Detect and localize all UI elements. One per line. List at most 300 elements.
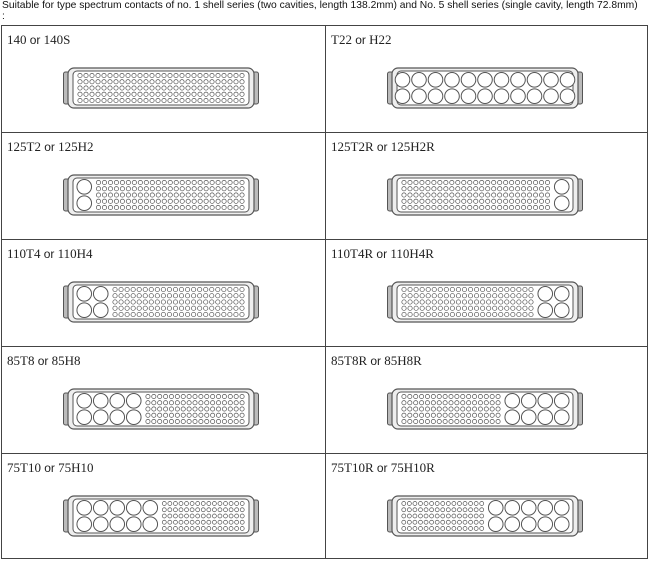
small-contact-cavity xyxy=(478,401,482,405)
or-word: or xyxy=(29,33,41,47)
small-contact-cavity xyxy=(162,526,166,530)
small-contact-cavity xyxy=(484,413,488,417)
small-contact-cavity xyxy=(137,300,141,304)
small-contact-cavity xyxy=(216,312,220,316)
small-contact-cavity xyxy=(240,514,244,518)
small-contact-cavity xyxy=(131,300,135,304)
small-contact-cavity xyxy=(407,501,411,505)
small-contact-cavity xyxy=(444,306,448,310)
large-contact-cavity xyxy=(488,517,503,532)
small-contact-cavity xyxy=(150,180,154,184)
small-contact-cavity xyxy=(149,306,153,310)
small-contact-cavity xyxy=(438,287,442,291)
small-contact-cavity xyxy=(425,394,429,398)
small-contact-cavity xyxy=(402,520,406,524)
small-contact-cavity xyxy=(224,501,228,505)
small-contact-cavity xyxy=(402,312,406,316)
small-contact-cavity xyxy=(480,205,484,209)
small-contact-cavity xyxy=(455,394,459,398)
small-contact-cavity xyxy=(490,419,494,423)
small-contact-cavity xyxy=(102,80,106,84)
small-contact-cavity xyxy=(474,306,478,310)
small-contact-cavity xyxy=(210,312,214,316)
small-contact-cavity xyxy=(529,300,533,304)
small-contact-cavity xyxy=(480,526,484,530)
small-contact-cavity xyxy=(185,526,189,530)
small-contact-cavity xyxy=(162,501,166,505)
small-contact-cavity xyxy=(414,407,418,411)
small-contact-cavity xyxy=(455,407,459,411)
small-contact-cavity xyxy=(222,187,226,191)
large-contact-cavity xyxy=(554,517,569,532)
small-contact-cavity xyxy=(119,300,123,304)
small-contact-cavity xyxy=(210,193,214,197)
small-contact-cavity xyxy=(222,306,226,310)
small-contact-cavity xyxy=(192,80,196,84)
small-contact-cavity xyxy=(450,294,454,298)
small-contact-cavity xyxy=(503,193,507,197)
small-contact-cavity xyxy=(402,419,406,423)
small-contact-cavity xyxy=(426,306,430,310)
small-contact-cavity xyxy=(198,73,202,77)
small-contact-cavity xyxy=(156,193,160,197)
small-contact-cavity xyxy=(523,294,527,298)
small-contact-cavity xyxy=(523,300,527,304)
small-contact-cavity xyxy=(468,199,472,203)
small-contact-cavity xyxy=(96,86,100,90)
small-contact-cavity xyxy=(420,300,424,304)
small-contact-cavity xyxy=(407,508,411,512)
small-contact-cavity xyxy=(490,394,494,398)
small-contact-cavity xyxy=(228,193,232,197)
small-contact-cavity xyxy=(180,98,184,102)
small-contact-cavity xyxy=(418,526,422,530)
small-contact-cavity xyxy=(144,199,148,203)
small-contact-cavity xyxy=(174,193,178,197)
small-contact-cavity xyxy=(193,419,197,423)
large-contact-cavity xyxy=(554,501,569,516)
small-contact-cavity xyxy=(210,92,214,96)
small-contact-cavity xyxy=(228,312,232,316)
small-contact-cavity xyxy=(156,80,160,84)
or-word: or xyxy=(44,461,55,475)
small-contact-cavity xyxy=(218,520,222,524)
small-contact-cavity xyxy=(493,312,497,316)
small-contact-cavity xyxy=(179,287,183,291)
large-contact-cavity xyxy=(412,73,427,88)
small-contact-cavity xyxy=(222,98,226,102)
small-contact-cavity xyxy=(163,419,167,423)
small-contact-cavity xyxy=(469,508,473,512)
large-contact-cavity xyxy=(93,410,108,425)
model-name-alt: 85H8R xyxy=(384,353,422,368)
small-contact-cavity xyxy=(222,86,226,90)
small-contact-cavity xyxy=(467,413,471,417)
small-contact-cavity xyxy=(204,312,208,316)
small-contact-cavity xyxy=(126,193,130,197)
small-contact-cavity xyxy=(207,514,211,518)
small-contact-cavity xyxy=(174,180,178,184)
large-contact-cavity xyxy=(110,394,125,409)
small-contact-cavity xyxy=(222,419,226,423)
small-contact-cavity xyxy=(450,193,454,197)
small-contact-cavity xyxy=(430,501,434,505)
small-contact-cavity xyxy=(187,413,191,417)
small-contact-cavity xyxy=(515,205,519,209)
small-contact-cavity xyxy=(211,401,215,405)
or-word: or xyxy=(44,140,55,154)
small-contact-cavity xyxy=(486,287,490,291)
small-contact-cavity xyxy=(505,300,509,304)
large-contact-cavity xyxy=(505,394,520,409)
model-name: 140 xyxy=(7,32,27,47)
small-contact-cavity xyxy=(155,306,159,310)
small-contact-cavity xyxy=(408,306,412,310)
small-contact-cavity xyxy=(167,306,171,310)
small-contact-cavity xyxy=(222,205,226,209)
connector-table xyxy=(1,25,648,559)
connector-insert-diagram xyxy=(63,174,259,216)
small-contact-cavity xyxy=(126,199,130,203)
small-contact-cavity xyxy=(138,92,142,96)
small-contact-cavity xyxy=(187,407,191,411)
small-contact-cavity xyxy=(240,180,244,184)
small-contact-cavity xyxy=(545,199,549,203)
small-contact-cavity xyxy=(468,312,472,316)
small-contact-cavity xyxy=(402,187,406,191)
small-contact-cavity xyxy=(169,413,173,417)
small-contact-cavity xyxy=(435,520,439,524)
large-contact-cavity xyxy=(412,89,427,104)
small-contact-cavity xyxy=(469,501,473,505)
small-contact-cavity xyxy=(240,501,244,505)
small-contact-cavity xyxy=(162,80,166,84)
small-contact-cavity xyxy=(125,306,129,310)
large-contact-cavity xyxy=(538,517,553,532)
small-contact-cavity xyxy=(156,86,160,90)
small-contact-cavity xyxy=(426,287,430,291)
small-contact-cavity xyxy=(474,501,478,505)
small-contact-cavity xyxy=(430,526,434,530)
small-contact-cavity xyxy=(201,520,205,524)
small-contact-cavity xyxy=(149,312,153,316)
small-contact-cavity xyxy=(234,413,238,417)
large-contact-cavity xyxy=(126,501,141,516)
small-contact-cavity xyxy=(146,401,150,405)
small-contact-cavity xyxy=(149,294,153,298)
small-contact-cavity xyxy=(240,508,244,512)
small-contact-cavity xyxy=(96,98,100,102)
small-contact-cavity xyxy=(527,187,531,191)
small-contact-cavity xyxy=(150,193,154,197)
small-contact-cavity xyxy=(413,501,417,505)
model-name: T22 xyxy=(331,32,352,47)
small-contact-cavity xyxy=(198,187,202,191)
small-contact-cavity xyxy=(179,514,183,518)
small-contact-cavity xyxy=(90,92,94,96)
small-contact-cavity xyxy=(113,287,117,291)
small-contact-cavity xyxy=(152,394,156,398)
small-contact-cavity xyxy=(132,193,136,197)
small-contact-cavity xyxy=(234,73,238,77)
small-contact-cavity xyxy=(407,514,411,518)
small-contact-cavity xyxy=(240,294,244,298)
small-contact-cavity xyxy=(84,86,88,90)
small-contact-cavity xyxy=(486,300,490,304)
small-contact-cavity xyxy=(414,287,418,291)
cell-75t10 xyxy=(2,454,325,560)
small-contact-cavity xyxy=(432,193,436,197)
small-contact-cavity xyxy=(438,294,442,298)
small-contact-cavity xyxy=(168,501,172,505)
small-contact-cavity xyxy=(438,180,442,184)
small-contact-cavity xyxy=(492,187,496,191)
small-contact-cavity xyxy=(174,86,178,90)
small-contact-cavity xyxy=(498,180,502,184)
small-contact-cavity xyxy=(131,294,135,298)
large-contact-cavity xyxy=(494,73,509,88)
large-contact-cavity xyxy=(554,287,569,302)
small-contact-cavity xyxy=(155,312,159,316)
small-contact-cavity xyxy=(420,312,424,316)
small-contact-cavity xyxy=(144,193,148,197)
large-contact-cavity xyxy=(494,89,509,104)
small-contact-cavity xyxy=(474,187,478,191)
small-contact-cavity xyxy=(156,73,160,77)
small-contact-cavity xyxy=(108,187,112,191)
small-contact-cavity xyxy=(418,514,422,518)
small-contact-cavity xyxy=(234,306,238,310)
large-contact-cavity xyxy=(77,410,92,425)
small-contact-cavity xyxy=(468,187,472,191)
model-name-alt: 140S xyxy=(43,32,71,47)
small-contact-cavity xyxy=(234,419,238,423)
small-contact-cavity xyxy=(234,300,238,304)
small-contact-cavity xyxy=(472,401,476,405)
small-contact-cavity xyxy=(210,300,214,304)
small-contact-cavity xyxy=(201,514,205,518)
small-contact-cavity xyxy=(523,312,527,316)
small-contact-cavity xyxy=(186,98,190,102)
small-contact-cavity xyxy=(444,205,448,209)
small-contact-cavity xyxy=(432,294,436,298)
small-contact-cavity xyxy=(456,193,460,197)
small-contact-cavity xyxy=(228,306,232,310)
small-contact-cavity xyxy=(452,508,456,512)
small-contact-cavity xyxy=(408,187,412,191)
small-contact-cavity xyxy=(114,187,118,191)
small-contact-cavity xyxy=(529,312,533,316)
small-contact-cavity xyxy=(108,193,112,197)
connector-insert-diagram xyxy=(63,281,259,323)
small-contact-cavity xyxy=(190,514,194,518)
small-contact-cavity xyxy=(444,300,448,304)
small-contact-cavity xyxy=(173,526,177,530)
small-contact-cavity xyxy=(533,187,537,191)
small-contact-cavity xyxy=(179,312,183,316)
small-contact-cavity xyxy=(420,205,424,209)
small-contact-cavity xyxy=(192,205,196,209)
small-contact-cavity xyxy=(131,312,135,316)
small-contact-cavity xyxy=(132,80,136,84)
small-contact-cavity xyxy=(132,199,136,203)
small-contact-cavity xyxy=(499,287,503,291)
small-contact-cavity xyxy=(90,98,94,102)
small-contact-cavity xyxy=(162,193,166,197)
large-contact-cavity xyxy=(521,517,536,532)
small-contact-cavity xyxy=(499,306,503,310)
small-contact-cavity xyxy=(229,508,233,512)
small-contact-cavity xyxy=(193,401,197,405)
small-contact-cavity xyxy=(446,514,450,518)
small-contact-cavity xyxy=(114,86,118,90)
small-contact-cavity xyxy=(474,287,478,291)
small-contact-cavity xyxy=(146,407,150,411)
small-contact-cavity xyxy=(185,514,189,518)
small-contact-cavity xyxy=(413,508,417,512)
small-contact-cavity xyxy=(179,294,183,298)
small-contact-cavity xyxy=(432,312,436,316)
model-name: 85T8 xyxy=(7,353,35,368)
large-contact-cavity xyxy=(478,89,493,104)
small-contact-cavity xyxy=(222,312,226,316)
cell-label xyxy=(7,354,127,368)
large-contact-cavity xyxy=(554,196,569,211)
small-contact-cavity xyxy=(197,306,201,310)
small-contact-cavity xyxy=(408,312,412,316)
small-contact-cavity xyxy=(162,73,166,77)
small-contact-cavity xyxy=(235,508,239,512)
small-contact-cavity xyxy=(185,300,189,304)
small-contact-cavity xyxy=(120,98,124,102)
small-contact-cavity xyxy=(496,413,500,417)
small-contact-cavity xyxy=(437,407,441,411)
small-contact-cavity xyxy=(462,199,466,203)
small-contact-cavity xyxy=(229,526,233,530)
small-contact-cavity xyxy=(234,312,238,316)
model-name-alt: 75H10R xyxy=(390,460,435,475)
small-contact-cavity xyxy=(216,205,220,209)
large-contact-cavity xyxy=(521,501,536,516)
small-contact-cavity xyxy=(168,73,172,77)
small-contact-cavity xyxy=(402,401,406,405)
small-contact-cavity xyxy=(218,526,222,530)
small-contact-cavity xyxy=(138,193,142,197)
small-contact-cavity xyxy=(240,407,244,411)
small-contact-cavity xyxy=(234,394,238,398)
small-contact-cavity xyxy=(496,394,500,398)
small-contact-cavity xyxy=(179,508,183,512)
small-contact-cavity xyxy=(169,394,173,398)
small-contact-cavity xyxy=(191,294,195,298)
small-contact-cavity xyxy=(402,306,406,310)
small-contact-cavity xyxy=(174,73,178,77)
small-contact-cavity xyxy=(185,306,189,310)
small-contact-cavity xyxy=(474,312,478,316)
small-contact-cavity xyxy=(438,199,442,203)
small-contact-cavity xyxy=(235,520,239,524)
small-contact-cavity xyxy=(450,312,454,316)
small-contact-cavity xyxy=(173,306,177,310)
large-contact-cavity xyxy=(511,73,526,88)
small-contact-cavity xyxy=(84,80,88,84)
small-contact-cavity xyxy=(234,199,238,203)
small-contact-cavity xyxy=(174,92,178,96)
large-contact-cavity xyxy=(110,410,125,425)
small-contact-cavity xyxy=(169,401,173,405)
large-contact-cavity xyxy=(560,73,575,88)
small-contact-cavity xyxy=(414,306,418,310)
small-contact-cavity xyxy=(437,394,441,398)
small-contact-cavity xyxy=(228,413,232,417)
cell-125t2 xyxy=(2,133,325,239)
small-contact-cavity xyxy=(126,92,130,96)
small-contact-cavity xyxy=(539,180,543,184)
small-contact-cavity xyxy=(240,394,244,398)
small-contact-cavity xyxy=(490,407,494,411)
small-contact-cavity xyxy=(468,287,472,291)
small-contact-cavity xyxy=(480,520,484,524)
small-contact-cavity xyxy=(108,180,112,184)
small-contact-cavity xyxy=(174,199,178,203)
small-contact-cavity xyxy=(228,300,232,304)
small-contact-cavity xyxy=(197,312,201,316)
small-contact-cavity xyxy=(205,419,209,423)
small-contact-cavity xyxy=(408,193,412,197)
small-contact-cavity xyxy=(408,419,412,423)
small-contact-cavity xyxy=(539,193,543,197)
small-contact-cavity xyxy=(450,300,454,304)
small-contact-cavity xyxy=(441,526,445,530)
small-contact-cavity xyxy=(162,520,166,524)
model-name: 125T2 xyxy=(7,139,41,154)
small-contact-cavity xyxy=(186,73,190,77)
small-contact-cavity xyxy=(529,294,533,298)
small-contact-cavity xyxy=(461,401,465,405)
connector-insert-diagram xyxy=(63,495,259,537)
small-contact-cavity xyxy=(461,413,465,417)
large-contact-cavity xyxy=(445,89,460,104)
small-contact-cavity xyxy=(515,187,519,191)
small-contact-cavity xyxy=(407,526,411,530)
small-contact-cavity xyxy=(216,306,220,310)
large-contact-cavity xyxy=(93,394,108,409)
small-contact-cavity xyxy=(175,401,179,405)
small-contact-cavity xyxy=(529,306,533,310)
small-contact-cavity xyxy=(414,300,418,304)
small-contact-cavity xyxy=(186,92,190,96)
small-contact-cavity xyxy=(132,187,136,191)
small-contact-cavity xyxy=(240,401,244,405)
small-contact-cavity xyxy=(240,312,244,316)
small-contact-cavity xyxy=(240,86,244,90)
large-contact-cavity xyxy=(77,394,92,409)
small-contact-cavity xyxy=(102,199,106,203)
small-contact-cavity xyxy=(509,199,513,203)
small-contact-cavity xyxy=(493,306,497,310)
small-contact-cavity xyxy=(517,287,521,291)
small-contact-cavity xyxy=(173,514,177,518)
small-contact-cavity xyxy=(191,306,195,310)
small-contact-cavity xyxy=(444,312,448,316)
small-contact-cavity xyxy=(113,312,117,316)
small-contact-cavity xyxy=(426,180,430,184)
small-contact-cavity xyxy=(149,287,153,291)
small-contact-cavity xyxy=(146,394,150,398)
small-contact-cavity xyxy=(478,394,482,398)
small-contact-cavity xyxy=(190,520,194,524)
small-contact-cavity xyxy=(480,193,484,197)
